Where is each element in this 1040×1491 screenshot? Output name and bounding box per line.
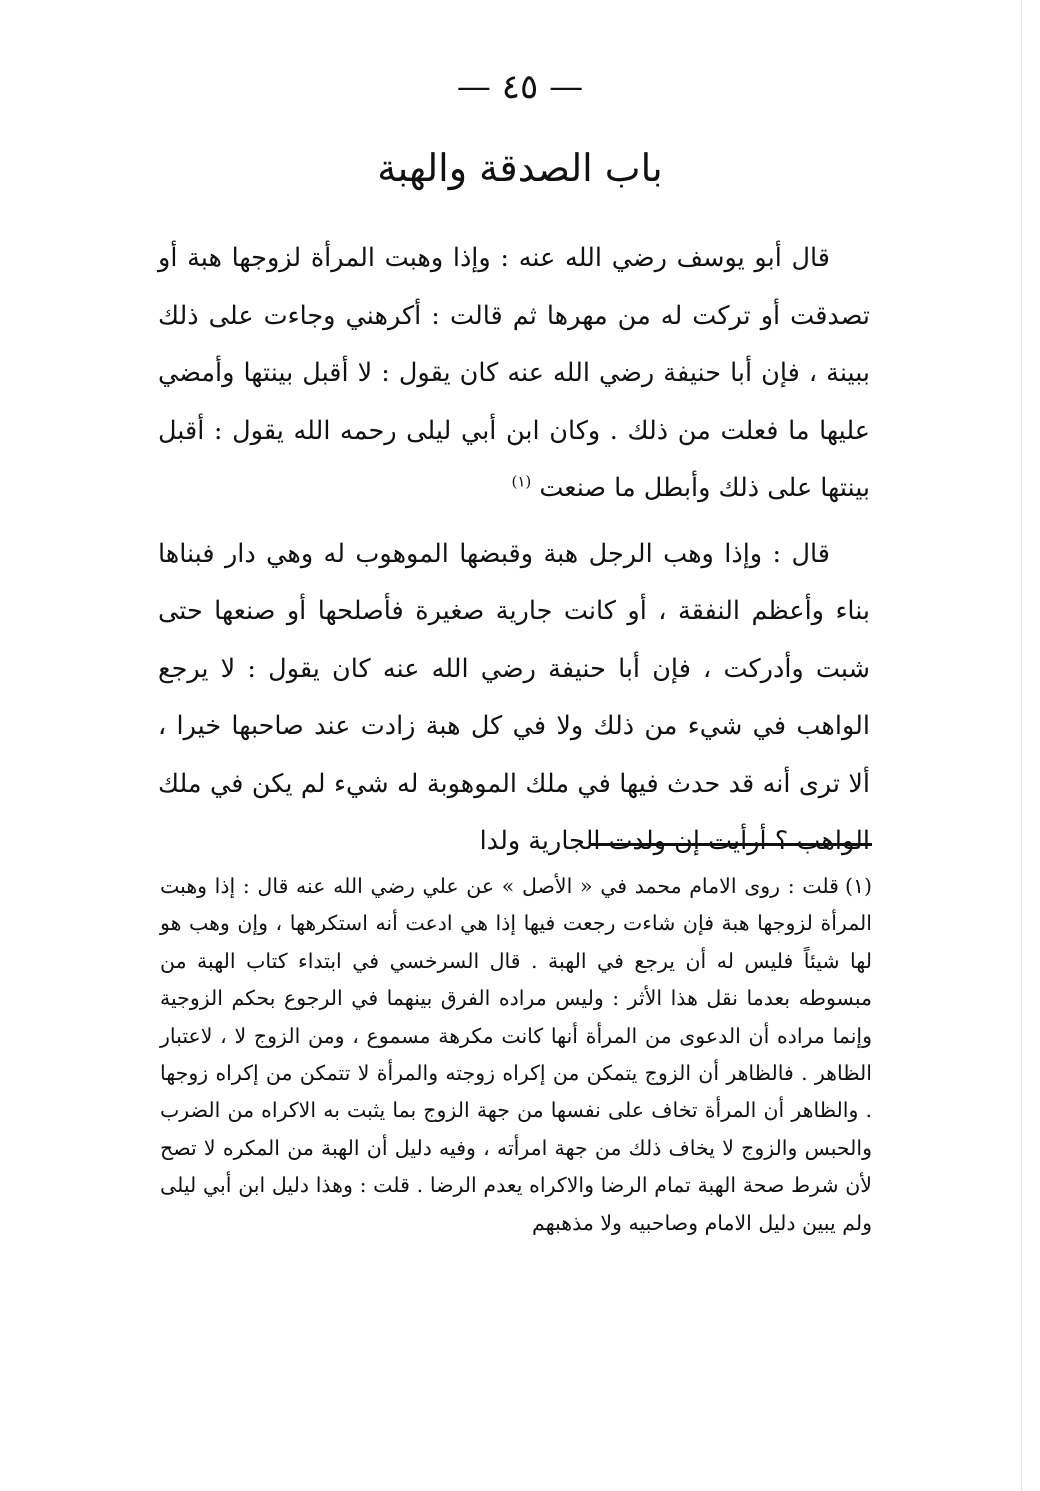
main-paragraph-1-text: قال أبو يوسف رضي الله عنه : وإذا وهبت المرأة لزوجها هبة أو تصدقت أو تركت له من مهرها ثم قالت : أكرهني وجاءت على ذلك ببينة ، فإن أبا حنيفة رضي الله عنه كان يقول : لا أقبل بينتها وأمضي عليها ما فعلت من ذلك . وكان ابن أبي ليلى رحمه الله يقول : أقبل بينتها على ذلك وأبطل ما صنعت: [158, 243, 870, 503]
footnote-reference-1[interactable]: (١): [511, 472, 532, 491]
main-paragraph-2: قال : وإذا وهب الرجل هبة وقبضها الموهوب له وهي دار فبناها بناء وأعظم النفقة ، أو كانت جارية صغيرة فأصلحها أو صنعها حتى شبت وأدركت ، فإن أبا حنيفة رضي الله عنه كان يقول : لا يرجع الواهب في شيء من ذلك ولا في كل هبة زادت عند صاحبها خيرا ، ألا ترى أنه قد حدث فيها في ملك الموهوبة له شيء لم يكن في ملك الواهب ؟ أرأيت إن ولدت الجارية ولدا: [158, 538, 870, 856]
footnote-1-mark: (١): [844, 874, 872, 898]
footnote-1-text: قلت : روى الامام محمد في « الأصل » عن علي رضي الله عنه قال : إذا وهبت المرأة لزوجها هبة فإن شاءت رجعت فيها إذا هي ادعت أنه استكرهها ، وإن وهب هو لها شيئاً فليس له أن يرجع في الهبة . قال السرخسي في ابتداء كتاب الهبة من مبسوطه بعدما نقل هذا الأثر : وليس مراده الفرق بينهما في الرجوع بحكم الزوجية وإنما مراده أن الدعوى من المرأة أنها كانت مكرهة مسموع ، ومن الزوج لا ، لاعتبار الظاهر . فالظاهر أن الزوج يتمكن من إكراه زوجته والمرأة لا تتمكن من إكراه زوجها . والظاهر أن المرأة تخاف على نفسها من جهة الزوج بما يثبت به الاكراه من الضرب والحبس والزوج لا يخاف ذلك من جهة امرأته ، وفيه دليل أن الهبة من المكره لا تصح لأن شرط صحة الهبة تمام الرضا والاكراه يعدم الرضا . قلت : وهذا دليل ابن أبي ليلى ولم يبين دليل الامام وصاحبيه ولا مذهبهم: [160, 874, 872, 1235]
footnote-divider: [590, 843, 872, 846]
main-text: [158, 230, 870, 871]
chapter-title: باب الصدقة والهبة: [377, 146, 663, 190]
footnote-1: [160, 868, 872, 1242]
page-number: — ٤٥ —: [456, 67, 584, 107]
main-paragraph-1: [158, 230, 870, 518]
scan-edge-line: [1021, 0, 1022, 1491]
footnotes: [160, 868, 872, 1242]
